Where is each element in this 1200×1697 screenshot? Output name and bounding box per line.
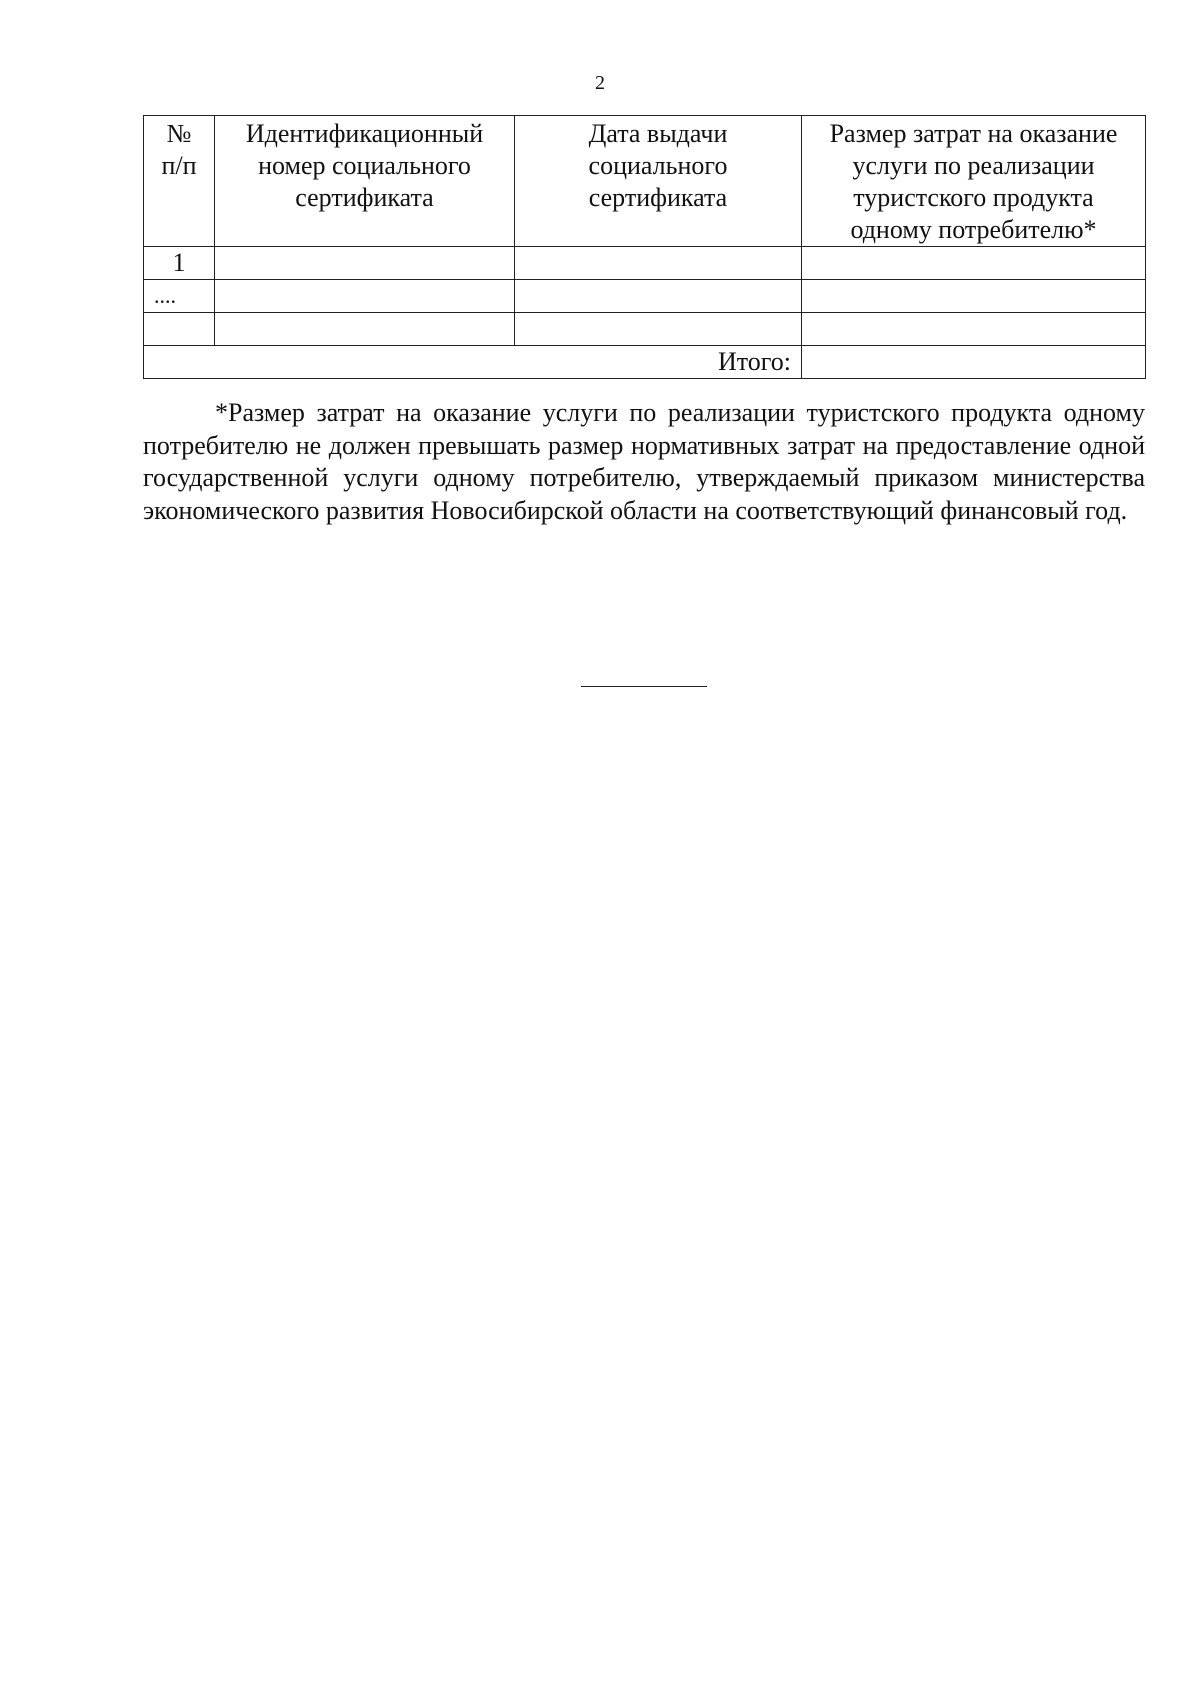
table-cell-number: 1 xyxy=(144,247,215,280)
header-cost-per-consumer: Размер затрат на оказание услуги по реализации туристского продукта одному потребителю* xyxy=(802,116,1146,247)
total-label: Итого: xyxy=(144,346,802,379)
table-total-row xyxy=(144,346,1146,379)
table-cell-issue-date xyxy=(515,280,802,313)
table-row xyxy=(144,247,1146,280)
header-issue-date: Дата выдачи социального сертификата xyxy=(515,116,802,247)
table-cell-certificate-id xyxy=(215,313,515,346)
table-cell-cost xyxy=(802,280,1146,313)
total-value xyxy=(802,346,1146,379)
page-number: 2 xyxy=(595,72,605,94)
table-row xyxy=(144,313,1146,346)
table-cell-certificate-id xyxy=(215,247,515,280)
header-certificate-id: Идентификационный номер социального сертификата xyxy=(215,116,515,247)
table-cell-issue-date xyxy=(515,247,802,280)
table-header-row xyxy=(144,116,1146,247)
table-cell-certificate-id xyxy=(215,280,515,313)
table-cell-cost xyxy=(802,313,1146,346)
table-cell-number xyxy=(144,313,215,346)
certificate-table xyxy=(143,115,1146,379)
header-row-number: № п/п xyxy=(144,116,215,247)
footnote-text: *Размер затрат на оказание услуги по реализации туристского продукта одному потребителю не должен превышать размер нормативных затрат на предоставление одной государственной услуги одному потребителю, утверждаемый приказом министерства экономического развития Новосибирской области на соответствующий финансовый год. xyxy=(143,398,1145,525)
end-divider-line xyxy=(581,686,707,687)
table-cell-number: .... xyxy=(144,280,215,313)
table-row xyxy=(144,280,1146,313)
table-cell-cost xyxy=(802,247,1146,280)
table-cell-issue-date xyxy=(515,313,802,346)
